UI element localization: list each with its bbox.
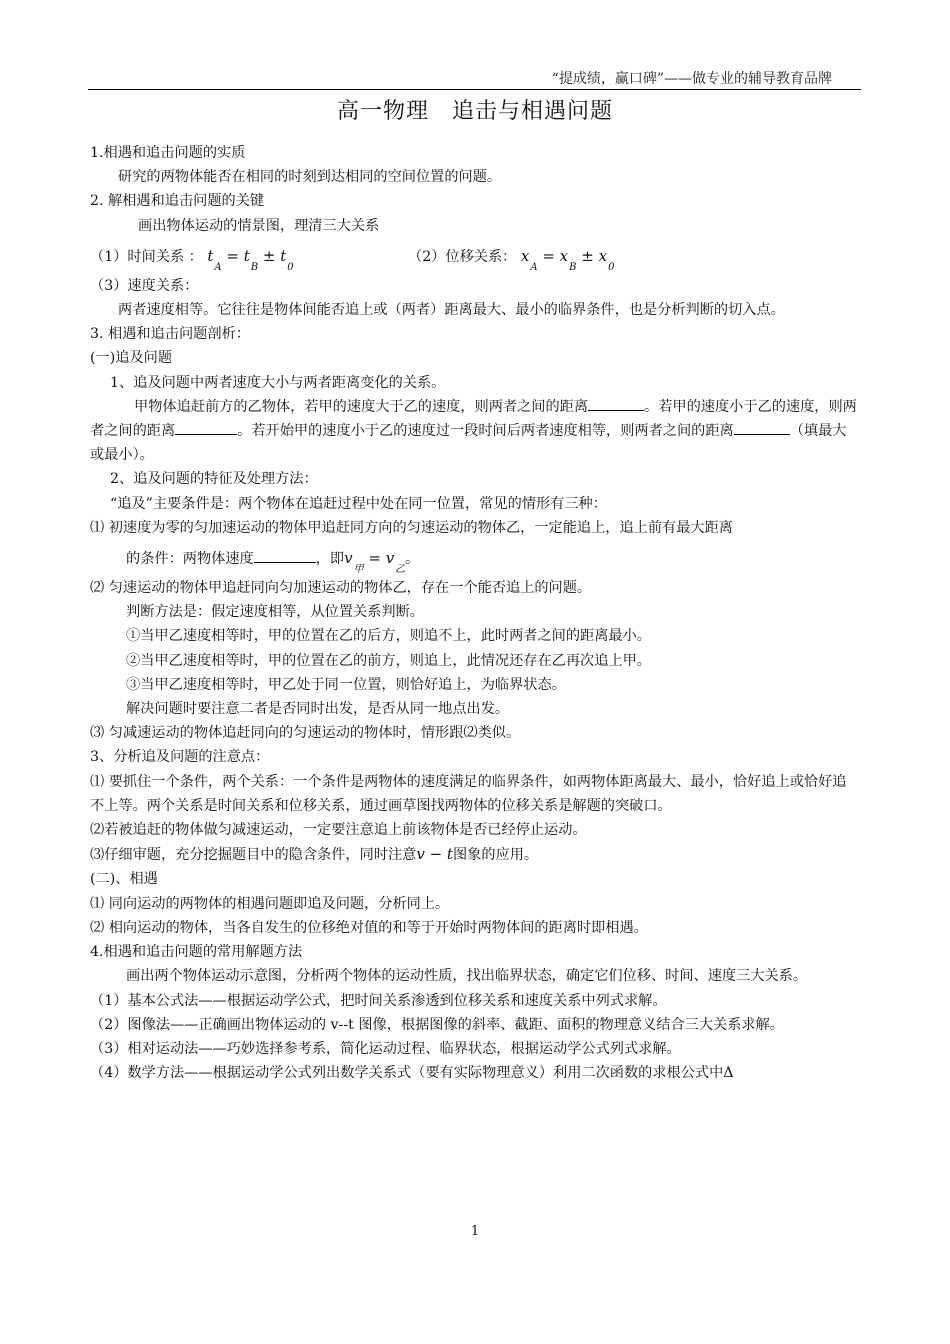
chase-1-text: 甲物体追赶前方的乙物体，若甲的速度大于乙的速度，则两者之间的距离 。若甲的速度小于乙的速度，则两者之间的距离 。若开始甲的速度小于乙的速度过一段时间后两者速度相等，则两者之间的距离 （填最大或最小）。 [90, 395, 860, 468]
fill-blank-2[interactable] [175, 420, 237, 435]
method-3: （3）相对运动法——巧妙选择参考系，简化运动过程、临界状态，根据运动学公式列式求解。 [90, 1040, 681, 1057]
header-divider [88, 89, 861, 90]
note-3: ⑶仔细审题，充分挖掘题目中的隐含条件，同时注意v − t图象的应用。 [90, 845, 539, 864]
case-2-note: 解决问题时要注意二者是否同时出发，是否从同一地点出发。 [126, 701, 510, 718]
case-1-line-b: 的条件：两物体速度 ，即$v_甲 = v_乙$。 [126, 549, 420, 576]
section-1-text: 研究的两物体能否在相同的时刻到达相同的空间位置的问题。 [118, 169, 502, 186]
time-formula: $t_A = t_B \pm t_0$ [207, 246, 294, 273]
note-2: ⑵若被追赶的物体做匀减速运动，一定要注意追上前该物体是否已经停止运动。 [90, 822, 587, 839]
section-2-text: 画出物体运动的情景图，理清三大关系 [138, 217, 380, 234]
note-1: ⑴ 要抓住一个条件，两个关系：一个条件是两物体的速度满足的临界条件，如两物体距离最大、最小，恰好追上或恰好追不上等。两个关系是时间关系和位移关系，通过画草图找两物体的位移关系是解题的突破口。 [90, 773, 847, 814]
method-4: （4）数学方法——根据运动学公式列出数学关系式（要有实际物理意义）利用二次函数的求根公式中Δ [90, 1065, 734, 1082]
case-2-item-3: ③当甲乙速度相等时，甲乙处于同一位置，则恰好追上，为临界状态。 [126, 676, 566, 693]
section-1-heading: 1.相遇和追击问题的实质 [90, 145, 246, 161]
case-2-item-2: ②当甲乙速度相等时，甲的位置在乙的前方，则追上，此情况还存在乙再次追上甲。 [126, 652, 651, 669]
case-2: ⑵ 匀速运动的物体甲追赶同向匀加速运动的物体乙，存在一个能否追上的问题。 [90, 580, 592, 597]
displacement-formula: $x_A = x_B \pm x_0$ [520, 246, 615, 273]
velocity-equal-formula: $v_甲 = v_乙$ [344, 549, 406, 576]
velocity-relation-text: 两者速度相等。它往往是物体间能否追上或（两者）距离最大、最小的临界条件，也是分析判断的切入点。 [118, 302, 785, 319]
fill-blank-3[interactable] [734, 420, 790, 435]
v-t-formula: v − t [416, 845, 453, 864]
section-2-heading: 2. 解相遇和追击问题的关键 [90, 193, 265, 210]
case-2-item-1: ①当甲乙速度相等时，甲的位置在乙的后方，则追不上，此时两者之间的距离最小。 [126, 628, 651, 645]
chase-2-intro: “追及”主要条件是：两个物体在追赶过程中处在同一位置，常见的情形有三种： [110, 495, 607, 512]
chase-heading: (一)追及问题 [90, 350, 173, 367]
notes-heading: 3、分析追及问题的注意点： [90, 749, 270, 766]
method-2: （2）图像法——正确画出物体运动的 v--t 图像，根据图像的斜率、截距、面积的物理意义结合三大关系求解。 [90, 1016, 784, 1033]
chase-1-heading: 1、追及问题中两者速度大小与两者距离变化的关系。 [110, 374, 446, 391]
case-2-judge: 判断方法是：假定速度相等，从位置关系判断。 [126, 604, 424, 621]
velocity-relation-label: （3）速度关系： [90, 277, 199, 294]
displacement-relation-label: （2）位移关系： [408, 248, 517, 265]
method-1: （1）基本公式法——根据运动学公式，把时间关系渗透到位移关系和速度关系中列式求解。 [90, 992, 667, 1009]
fill-blank-1[interactable] [588, 396, 644, 411]
case-1-line-a: ⑴ 初速度为零的匀加速运动的物体甲追赶同方向的匀速运动的物体乙，一定能追上，追上前有最大距离 [90, 519, 733, 536]
fill-blank-4[interactable] [254, 548, 316, 563]
document-body [90, 141, 860, 1085]
page-title: 高一物理 追击与相遇问题 [336, 99, 613, 124]
section-4-heading: 4.相遇和追击问题的常用解题方法 [90, 944, 303, 961]
section-3-heading: 3. 相遇和追击问题剖析： [90, 326, 250, 343]
relations-formula-row [90, 238, 860, 274]
meet-1: ⑴ 同向运动的两物体的相遇问题即追及问题，分析同上。 [90, 895, 450, 912]
time-relation-label: （1）时间关系 ： [90, 248, 203, 265]
time-relation [90, 244, 294, 271]
page-number: 1 [470, 1224, 480, 1239]
case-3: ⑶ 匀减速运动的物体追赶同向的匀速运动的物体时，情形跟⑵类似。 [90, 725, 521, 742]
chase-2-heading: 2、追及问题的特征及处理方法： [110, 471, 318, 488]
meet-2: ⑵ 相向运动的物体，当各自发生的位移绝对值的和等于开始时两物体间的距离时即相遇。 [90, 919, 648, 936]
meet-heading: (二)、相遇 [90, 871, 158, 888]
header-slogan: “提成绩，赢口碑”——做专业的辅导教育品牌 [551, 71, 832, 87]
displacement-relation [408, 244, 614, 271]
section-4-text: 画出两个物体运动示意图，分析两个物体的运动性质，找出临界状态，确定它们位移、时间、速度三大关系。 [126, 968, 808, 985]
